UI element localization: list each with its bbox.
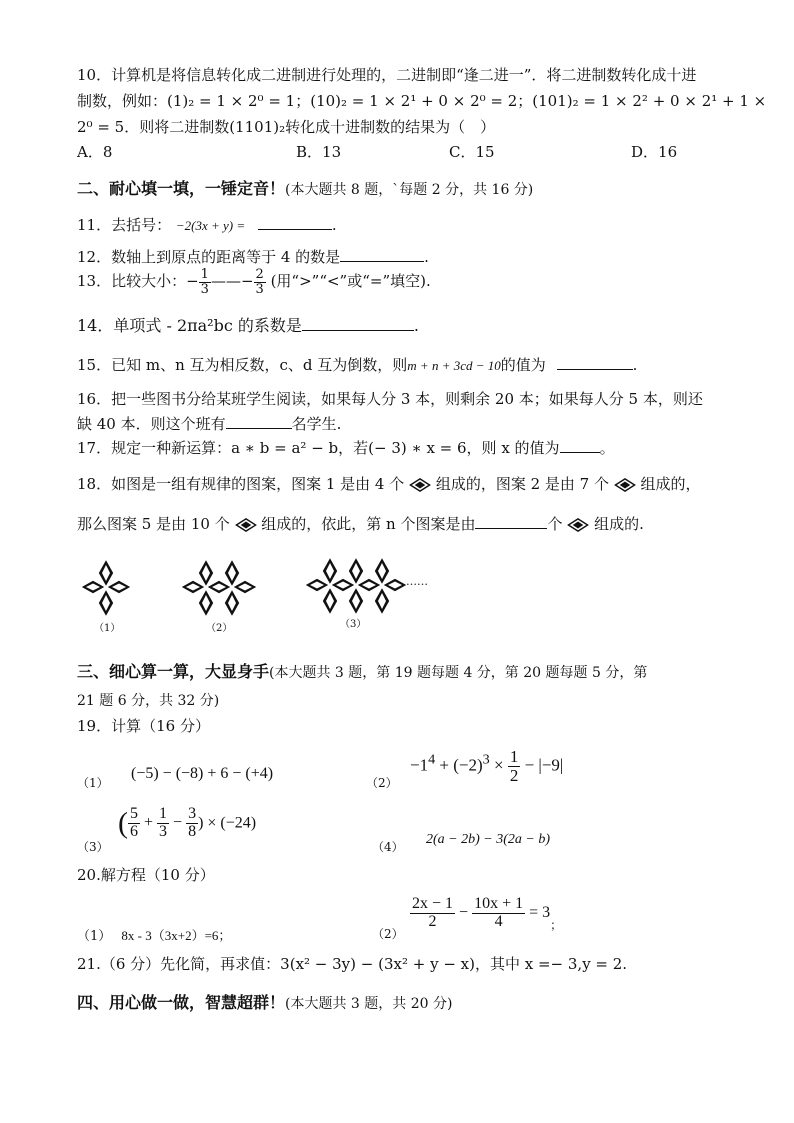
- pattern-1-label: （1）: [94, 623, 121, 634]
- pattern-3-label: （3）: [340, 619, 367, 630]
- pattern-2-label: （2）: [206, 623, 233, 634]
- q15-answer-blank[interactable]: [557, 355, 633, 370]
- diamond-icon: [614, 478, 636, 492]
- q20-p2-f2d: 4: [494, 912, 503, 930]
- q19-p3-open: (: [118, 806, 128, 840]
- q13-f1-num: 1: [200, 267, 209, 282]
- q16-line2-suffix: 名学生.: [291, 415, 342, 433]
- q10-line2: 制数，例如：(1)₂ = 1 × 2⁰ = 1；(10)₂ = 1 × 2¹ + 0 × 2⁰ = 2；(101)₂ = 1 × 2² + 0 × 2¹ + 1 ×: [77, 92, 767, 110]
- q19-p2-fraction: [508, 748, 521, 785]
- q19-p3-f2n: 1: [159, 805, 168, 822]
- q17-end: 。: [599, 439, 615, 457]
- q12-answer-blank[interactable]: [340, 247, 424, 262]
- q11-expression: −2(3x + y) =: [175, 218, 246, 233]
- pattern-1: [82, 560, 130, 616]
- q19-p2-fn: 1: [509, 747, 519, 766]
- q12-text: 12．数轴上到原点的距离等于 4 的数是: [77, 248, 341, 266]
- q16-line2-prefix: 缺 40 本．则这个班有: [77, 415, 226, 433]
- q19-p1-expression: (−5) − (−8) + 6 − (+4): [131, 765, 274, 782]
- q18-l1a: 18．如图是一组有规律的图案，图案 1 是由 4 个: [77, 475, 405, 493]
- q11-prefix: 11．去括号：: [77, 216, 172, 234]
- q18-l1b: 组成的，图案 2 是由 7 个: [435, 475, 609, 493]
- q19-p3-f2d: 3: [159, 822, 168, 840]
- q19-p3-plus: +: [140, 813, 158, 831]
- q19-p4-label: （4）: [372, 840, 404, 854]
- q13-f1-den: 3: [200, 281, 209, 297]
- q20-p2-f1: [410, 896, 455, 931]
- q10-option-b: B．13: [296, 143, 342, 161]
- q19-p3-f1n: 5: [130, 805, 138, 822]
- q18-pattern-figure: [80, 555, 500, 635]
- q20-p1: [77, 925, 231, 944]
- q18-line1: [77, 473, 701, 494]
- q18-l2c: 个: [547, 515, 563, 533]
- q19-p2-b: + (−2): [435, 755, 483, 775]
- q18-answer-blank[interactable]: [475, 514, 547, 529]
- q20-p1-label: （1）: [77, 929, 112, 944]
- q19-p3-f3: [186, 806, 198, 841]
- q19-p2-d: − |−9|: [520, 755, 564, 775]
- q17-prefix: 17．规定一种新运算：a ∗ b = a² − b，若(− 3) ∗ x = 6，则 x 的值为: [77, 439, 560, 457]
- q13-compare-blank[interactable]: ——−: [210, 272, 254, 291]
- section-4-title: 四、用心做一做，智慧超群！: [77, 993, 286, 1012]
- diamond-icon: [235, 518, 257, 532]
- q13-f2-num: 2: [255, 267, 264, 282]
- q19-p3-close: ) × (−24): [198, 814, 257, 832]
- q20-p2-eq: = 3: [525, 903, 551, 921]
- section-3-note-line2: 21 题 6 分，共 32 分): [77, 693, 220, 709]
- pattern-3: [306, 558, 406, 614]
- q15-end: .: [632, 356, 638, 374]
- q19-p3-label: （3）: [77, 840, 109, 854]
- q16-answer-blank[interactable]: [226, 414, 292, 429]
- q14-answer-blank[interactable]: [302, 316, 414, 331]
- q17: [77, 437, 615, 458]
- q19-p1-label: （1）: [77, 776, 109, 790]
- q18-line2: [77, 513, 644, 534]
- q15-expression: m + n + 3cd − 10: [407, 358, 501, 373]
- q19-p2-fd: 2: [509, 765, 519, 785]
- q19-p3-minus: −: [169, 813, 187, 831]
- q19-p3-f1: [128, 806, 140, 841]
- q14-end: .: [413, 316, 419, 335]
- q19-p2-a: −1: [410, 755, 429, 775]
- q15-suffix: 的值为: [500, 356, 546, 374]
- q19-p2-sup1: 4: [428, 751, 436, 768]
- q15-prefix: 15．已知 m、n 互为相反数，c、d 互为倒数，则: [77, 356, 408, 374]
- q16-line1: 16．把一些图书分给某班学生阅读，如果每人分 3 本，则剩余 20 本；如果每人分 5 本，则还: [77, 390, 703, 408]
- section-2-heading: [77, 176, 533, 199]
- q19-p2-c: ×: [489, 755, 508, 775]
- section-3-heading: [77, 659, 647, 682]
- section-4-heading: [77, 990, 452, 1013]
- q12: [77, 246, 429, 267]
- q10-line3: 2⁰ = 5．则将二进制数(1101)₂转化成十进制数的结果为（ ）: [77, 118, 496, 136]
- q17-answer-blank[interactable]: [560, 438, 600, 453]
- section-3-note-line1: (本大题共 3 题，第 19 题每题 4 分，第 20 题每题 5 分，第: [269, 665, 648, 681]
- section-2-title: 二、耐心填一填，一锤定音！: [77, 179, 286, 198]
- q13-f2-den: 3: [255, 281, 264, 297]
- q19-p4-expression: 2(a − 2b) − 3(2a − b): [426, 832, 550, 847]
- q18-l2d: 组成的.: [594, 515, 644, 533]
- q11-end: .: [331, 216, 337, 234]
- q20-p2-label: （2）: [372, 927, 404, 941]
- q15: [77, 354, 637, 375]
- q13: [77, 268, 431, 296]
- pattern-ellipsis: ……: [406, 575, 428, 588]
- q18-l2b: 组成的，依此，第 n 个图案是由: [261, 515, 476, 533]
- q11: [77, 214, 337, 235]
- section-2-note: (本大题共 8 题，`每题 2 分，共 16 分): [285, 182, 534, 198]
- q19-p2-label: （2）: [366, 776, 398, 790]
- q19-p3-expression: [118, 806, 256, 841]
- q16-line2: [77, 413, 341, 434]
- q19-p3-f3n: 3: [188, 805, 197, 822]
- diamond-icon: [409, 478, 431, 492]
- q20-p2-f2n: 10x + 1: [474, 895, 524, 912]
- q20-p2-f1d: 2: [428, 912, 437, 930]
- q10-option-c: C．15: [449, 143, 495, 161]
- q20-p2-f2: [472, 896, 525, 931]
- q20-title: 20.解方程（10 分）: [77, 866, 215, 884]
- q13-suffix: (用“>”“<”或“=”填空).: [265, 272, 431, 291]
- diamond-icon: [567, 518, 589, 532]
- q12-end: .: [424, 248, 429, 266]
- q20-p2-end: ；: [550, 917, 563, 932]
- q18-l1c: 组成的，: [640, 475, 701, 493]
- q21-text: 21.（6 分）先化简，再求值：3(x² − 3y) − (3x² + y − x)，其中 x =− 3,y = 2.: [77, 955, 628, 973]
- q19-p3-f3d: 8: [188, 822, 197, 840]
- section-3-title: 三、细心算一算，大显身手: [77, 662, 270, 681]
- pattern-2: [182, 560, 256, 616]
- q19-title: 19．计算（16 分）: [77, 717, 210, 735]
- q14: [77, 313, 419, 336]
- q20-p1-expression: 8x - 3（3x+2）=6；: [121, 928, 232, 943]
- q13-fraction-1: [199, 268, 211, 296]
- q19-p3-f2: [157, 806, 169, 841]
- q19-p2-sup2: 3: [482, 751, 490, 768]
- q19-p3-f1d: 6: [130, 822, 138, 840]
- q19-p2-expression: [410, 748, 563, 785]
- q10-line1: 10．计算机是将信息转化成二进制进行处理的，二进制即“逢二进一”．将二进制数转化成十进: [77, 66, 697, 84]
- q20-p2-expression: [410, 896, 562, 933]
- q20-p2-minus: −: [455, 903, 473, 921]
- q20-p2-f1n: 2x − 1: [412, 895, 454, 912]
- q13-prefix: 13．比较大小：−: [77, 272, 199, 291]
- q18-l2a: 那么图案 5 是由 10 个: [77, 515, 230, 533]
- q18-pattern-drawing: [80, 555, 500, 635]
- q14-text: 14．单项式 - 2πa²bc 的系数是: [77, 316, 302, 335]
- q10-option-a: A．8: [77, 143, 113, 161]
- q11-answer-blank[interactable]: [258, 215, 332, 230]
- section-4-note: (本大题共 3 题，共 20 分): [285, 996, 453, 1012]
- q10-option-d: D．16: [631, 143, 678, 161]
- q13-fraction-2: [254, 268, 266, 296]
